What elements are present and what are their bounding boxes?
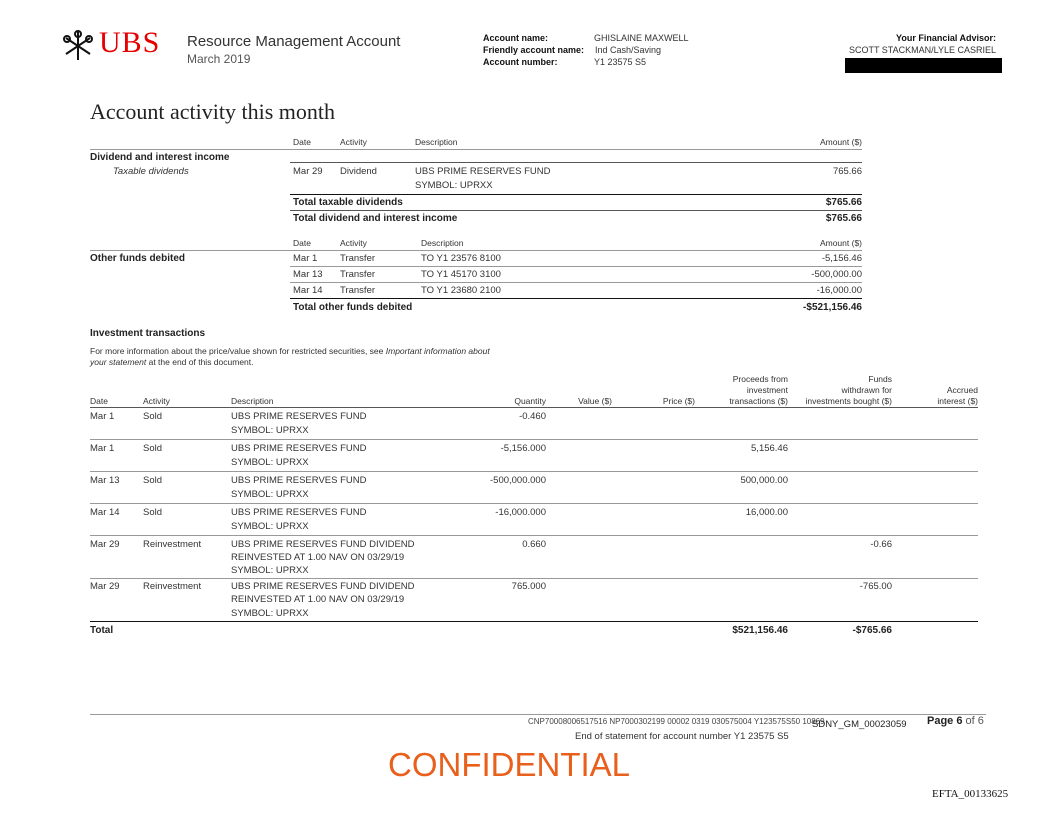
divider	[90, 578, 978, 579]
account-number-label: Account number:	[483, 57, 558, 67]
inv-col-accrued-line: interest ($)	[937, 396, 978, 406]
inv-row-desc: UBS PRIME RESERVES FUND	[231, 475, 367, 486]
dividend-col-amount: Amount ($)	[819, 137, 862, 147]
inv-row-activity: Sold	[143, 507, 163, 518]
funds-row-amount: -16,000.00	[816, 285, 862, 296]
inv-row-activity: Sold	[143, 443, 163, 454]
dividend-row-desc1: UBS PRIME RESERVES FUND	[415, 166, 551, 177]
divider	[90, 535, 978, 536]
funds-row-description: TO Y1 23680 2100	[421, 285, 501, 296]
total-taxable-label: Total taxable dividends	[293, 197, 403, 208]
inv-row-date: Mar 29	[90, 581, 120, 592]
total-taxable-value: $765.66	[825, 197, 862, 208]
inv-row-date: Mar 13	[90, 475, 120, 486]
dividend-row-date: Mar 29	[293, 166, 323, 177]
inv-col-proceeds	[729, 374, 788, 407]
investment-heading: Investment transactions	[90, 328, 206, 339]
redaction-bar	[845, 58, 1002, 73]
inv-col-funds-line: Funds	[868, 374, 892, 384]
inv-col-description: Description	[231, 396, 274, 406]
footer-code-line: CNP70008006517516 NP7000302199 00002 0319 030575004 Y123575S50 10869	[528, 717, 825, 726]
inv-col-value: Value ($)	[578, 396, 612, 406]
other-funds-label: Other funds debited	[90, 253, 185, 264]
inv-row-desc: SYMBOL: UPRXX	[231, 489, 309, 500]
funds-row-activity: Transfer	[340, 269, 376, 280]
divider	[90, 407, 978, 408]
funds-row-description: TO Y1 45170 3100	[421, 269, 501, 280]
inv-row-quantity: 0.660	[522, 539, 546, 550]
inv-total-funds: -$765.66	[852, 625, 892, 636]
inv-row-activity: Reinvestment	[143, 581, 202, 592]
dividend-section-label: Dividend and interest income	[90, 152, 230, 163]
inv-row-activity: Sold	[143, 475, 163, 486]
inv-col-quantity: Quantity	[514, 396, 546, 406]
inv-row-desc: SYMBOL: UPRXX	[231, 425, 309, 436]
total-income-label: Total dividend and interest income	[293, 213, 458, 224]
inv-col-proceeds-line: investment	[746, 385, 788, 395]
divider	[290, 210, 862, 211]
funds-row-date: Mar 14	[293, 285, 323, 296]
inv-col-proceeds-line: transactions ($)	[729, 396, 788, 406]
inv-row-quantity: -5,156.000	[500, 443, 546, 454]
inv-row-desc: UBS PRIME RESERVES FUND	[231, 411, 367, 422]
page-of: of 6	[965, 715, 984, 727]
page-number: 6	[956, 715, 963, 727]
end-statement-text: End of statement for account number Y1 23575 S5	[575, 731, 789, 742]
ubs-logo-text: UBS	[99, 26, 161, 59]
total-income-value: $765.66	[825, 213, 862, 224]
inv-row-date: Mar 1	[90, 411, 115, 422]
inv-row-quantity: -0.460	[519, 411, 546, 422]
funds-row-amount: -500,000.00	[811, 269, 862, 280]
inv-row-funds: -0.66	[870, 539, 892, 550]
inv-row-desc: UBS PRIME RESERVES FUND DIVIDEND	[231, 581, 415, 592]
inv-row-desc: UBS PRIME RESERVES FUND DIVIDEND	[231, 539, 415, 550]
inv-col-funds	[806, 374, 892, 407]
inv-row-proceeds: 5,156.46	[751, 443, 788, 454]
inv-row-activity: Reinvestment	[143, 539, 202, 550]
note-link-text: your statement	[90, 357, 147, 367]
friendly-name-value: Ind Cash/Saving	[595, 45, 662, 55]
page-label: Page	[927, 715, 954, 727]
advisor-label: Your Financial Advisor:	[895, 33, 996, 43]
note-text: at the end of this document.	[146, 357, 254, 367]
dividend-col-description: Description	[415, 137, 458, 147]
inv-total-proceeds: $521,156.46	[732, 625, 788, 636]
funds-col-activity: Activity	[340, 238, 367, 248]
divider	[90, 503, 978, 504]
divider	[290, 162, 862, 163]
inv-row-quantity: -16,000.000	[495, 507, 546, 518]
funds-row-activity: Transfer	[340, 253, 376, 264]
inv-col-date: Date	[90, 396, 108, 406]
inv-col-price: Price ($)	[662, 396, 695, 406]
inv-row-desc: SYMBOL: UPRXX	[231, 565, 309, 576]
divider	[90, 149, 862, 150]
divider	[90, 621, 978, 622]
funds-col-date: Date	[293, 238, 311, 248]
efta-number: EFTA_00133625	[932, 788, 1009, 800]
divider	[290, 282, 862, 283]
dividend-row-amount: 765.66	[832, 166, 862, 177]
total-funds-debited-value: -$521,156.46	[803, 302, 862, 313]
page-indicator	[927, 715, 984, 727]
inv-row-desc: REINVESTED AT 1.00 NAV ON 03/29/19	[231, 552, 405, 563]
investment-note	[90, 346, 490, 368]
dividend-row-desc2: SYMBOL: UPRXX	[415, 180, 493, 191]
divider	[90, 250, 862, 251]
sdny-stamp: SDNY_GM_00023059	[812, 719, 907, 730]
dividend-row-activity: Dividend	[340, 166, 377, 177]
inv-row-date: Mar 14	[90, 507, 120, 518]
funds-col-description: Description	[421, 238, 464, 248]
divider	[290, 298, 862, 299]
funds-row-description: TO Y1 23576 8100	[421, 253, 501, 264]
inv-row-activity: Sold	[143, 411, 163, 422]
inv-row-quantity: -500,000.000	[490, 475, 546, 486]
account-name-label: Account name:	[483, 33, 549, 43]
ubs-logo	[62, 26, 162, 66]
total-funds-debited-label: Total other funds debited	[293, 302, 413, 313]
inv-row-quantity: 765.000	[511, 581, 546, 592]
inv-row-date: Mar 1	[90, 443, 115, 454]
funds-row-amount: -5,156.46	[821, 253, 862, 264]
advisor-value: SCOTT STACKMAN/LYLE CASRIEL	[848, 45, 996, 55]
product-title: Resource Management Account	[187, 33, 401, 50]
inv-row-desc: REINVESTED AT 1.00 NAV ON 03/29/19	[231, 594, 405, 605]
funds-col-amount: Amount ($)	[819, 238, 862, 248]
statement-month: March 2019	[187, 52, 251, 66]
inv-col-proceeds-line: Proceeds from	[732, 374, 788, 384]
inv-col-funds-line: withdrawn for	[841, 385, 892, 395]
page-title: Account activity this month	[90, 99, 336, 124]
inv-col-accrued-line: Accrued	[946, 385, 978, 395]
dividend-col-activity: Activity	[340, 137, 367, 147]
inv-row-funds: -765.00	[859, 581, 892, 592]
inv-row-proceeds: 16,000.00	[745, 507, 788, 518]
dividend-col-date: Date	[293, 137, 311, 147]
confidential-stamp: CONFIDENTIAL	[388, 746, 631, 783]
inv-row-desc: UBS PRIME RESERVES FUND	[231, 443, 367, 454]
inv-row-date: Mar 29	[90, 539, 120, 550]
divider	[290, 194, 862, 195]
divider	[90, 439, 978, 440]
funds-row-date: Mar 1	[293, 253, 318, 264]
inv-row-desc: SYMBOL: UPRXX	[231, 608, 309, 619]
funds-row-date: Mar 13	[293, 269, 323, 280]
divider	[90, 471, 978, 472]
funds-row-activity: Transfer	[340, 285, 376, 296]
inv-row-proceeds: 500,000.00	[740, 475, 788, 486]
inv-col-funds-line: investments bought ($)	[805, 396, 892, 406]
note-text: For more information about the price/value shown for restricted securities, see	[90, 346, 386, 356]
note-link-text: Important information about	[385, 346, 490, 356]
inv-row-desc: SYMBOL: UPRXX	[231, 521, 309, 532]
divider	[290, 266, 862, 267]
taxable-dividends-label: Taxable dividends	[113, 166, 189, 177]
inv-row-desc: UBS PRIME RESERVES FUND	[231, 507, 367, 518]
friendly-name-label: Friendly account name:	[483, 45, 585, 55]
inv-col-activity: Activity	[143, 396, 170, 406]
inv-total-label: Total	[90, 625, 114, 636]
inv-row-desc: SYMBOL: UPRXX	[231, 457, 309, 468]
account-number-value: Y1 23575 S5	[594, 57, 647, 67]
footer-divider	[90, 714, 986, 715]
inv-col-accrued	[937, 385, 978, 407]
account-name-value: GHISLAINE MAXWELL	[594, 33, 689, 43]
keys-logo-icon	[62, 30, 94, 62]
